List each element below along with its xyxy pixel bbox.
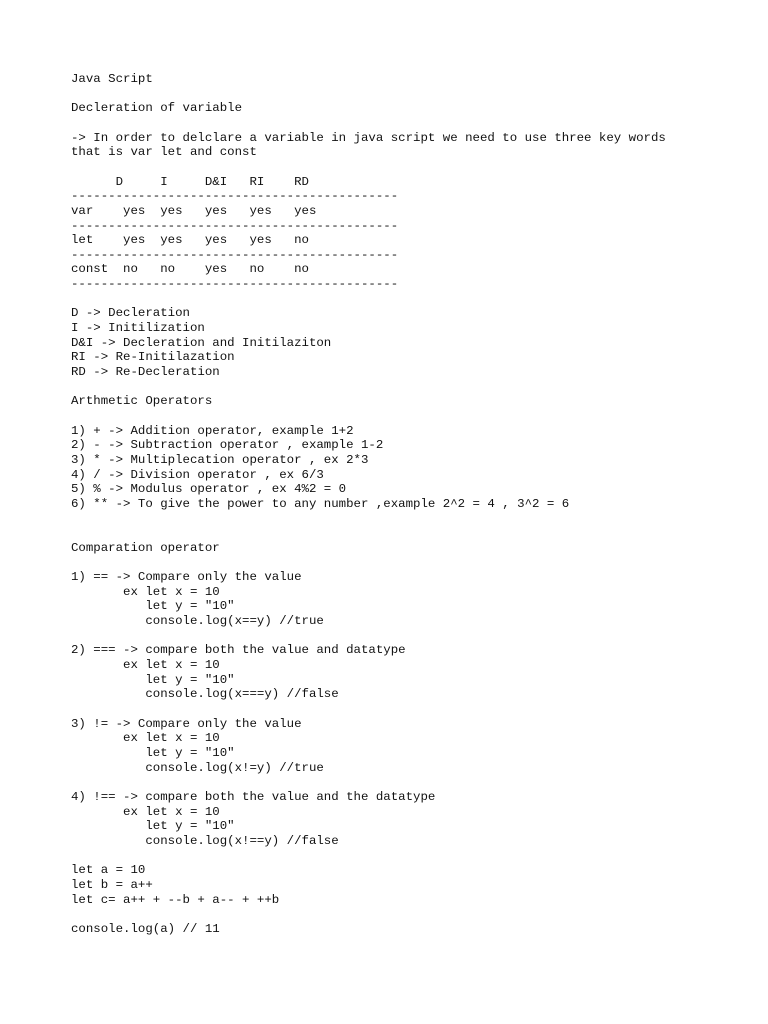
text-line: D I D&I RI RD (71, 174, 309, 189)
text-line: let yes yes yes yes no (71, 233, 309, 248)
text-line: let c= a++ + --b + a-- + ++b (71, 892, 280, 907)
text-line (71, 380, 761, 395)
text-line (71, 775, 761, 790)
text-line: 4) / -> Division operator , ex 6/3 (71, 467, 324, 482)
text-line: var yes yes yes yes yes (71, 203, 317, 218)
text-line (71, 512, 761, 527)
text-line: -------------------------------------------- (71, 218, 399, 233)
text-line: -------------------------------------------- (71, 189, 399, 204)
text-line: const no no yes no no (71, 262, 309, 277)
text-line: that is var let and const (71, 145, 257, 160)
text-line (71, 409, 761, 424)
text-line (71, 292, 761, 307)
text-line: ex let x = 10 (71, 804, 220, 819)
text-line: RI -> Re-Initilazation (71, 350, 235, 365)
text-line: Comparation operator (71, 540, 220, 555)
text-line: ex let x = 10 (71, 731, 220, 746)
text-line (71, 87, 761, 102)
document-body (71, 72, 761, 937)
text-line: 3) != -> Compare only the value (71, 716, 302, 731)
text-line (71, 629, 761, 644)
text-line: 4) !== -> compare both the value and the datatype (71, 789, 436, 804)
text-line: D -> Decleration (71, 306, 190, 321)
text-line: I -> Initilization (71, 321, 205, 336)
text-line: -------------------------------------------- (71, 247, 399, 262)
text-line: let a = 10 (71, 863, 146, 878)
text-line: 3) * -> Multiplecation operator , ex 2*3 (71, 452, 369, 467)
text-line: 6) ** -> To give the power to any number ,example 2^2 = 4 , 3^2 = 6 (71, 496, 570, 511)
text-line: 1) + -> Addition operator, example 1+2 (71, 423, 354, 438)
text-line (71, 160, 761, 175)
text-line: let b = a++ (71, 877, 153, 892)
text-line (71, 556, 761, 571)
text-line (71, 849, 761, 864)
text-line: console.log(x!=y) //true (71, 760, 324, 775)
text-line: let y = "10" (71, 599, 235, 614)
text-line: let y = "10" (71, 819, 235, 834)
text-line: console.log(x===y) //false (71, 687, 339, 702)
text-line: console.log(x==y) //true (71, 614, 324, 629)
text-line (71, 907, 761, 922)
text-line: let y = "10" (71, 746, 235, 761)
text-line: RD -> Re-Decleration (71, 365, 220, 380)
text-line: 1) == -> Compare only the value (71, 570, 302, 585)
text-line: 2) - -> Subtraction operator , example 1-2 (71, 438, 384, 453)
text-line: ex let x = 10 (71, 584, 220, 599)
text-line: 5) % -> Modulus operator , ex 4%2 = 0 (71, 482, 347, 497)
text-line: Java Script (71, 72, 153, 86)
text-line: ex let x = 10 (71, 658, 220, 673)
text-line (71, 526, 761, 541)
text-line: Arthmetic Operators (71, 394, 213, 409)
text-line (71, 116, 761, 131)
text-line: -> In order to delclare a variable in java script we need to use three key words (71, 130, 666, 145)
text-line: D&I -> Decleration and Initilaziton (71, 335, 332, 350)
text-line: Decleration of variable (71, 101, 243, 116)
text-line: 2) === -> compare both the value and datatype (71, 643, 406, 658)
text-line (71, 702, 761, 717)
text-line: console.log(a) // 11 (71, 921, 220, 936)
text-line: let y = "10" (71, 672, 235, 687)
text-line: -------------------------------------------- (71, 277, 399, 292)
text-line: console.log(x!==y) //false (71, 833, 339, 848)
